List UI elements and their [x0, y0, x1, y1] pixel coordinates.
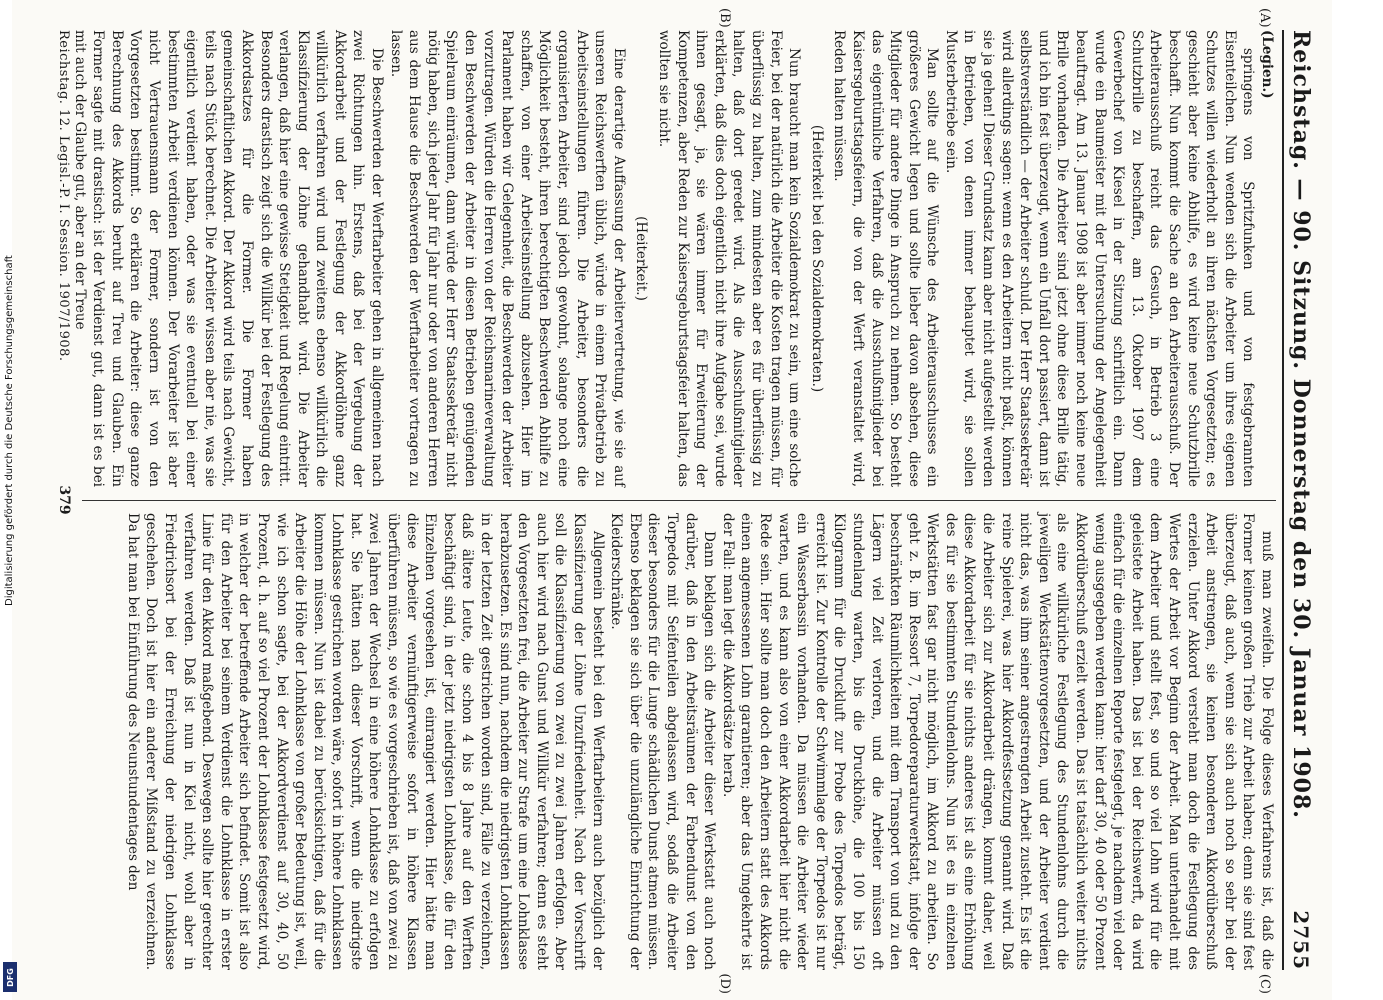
paragraph: Eine derartige Auffassung der Arbeitervertretung, wie sie auf unseren Reichswerften üblich, würde in einem Privatbetrieb zu Arbeitseinstellungen führen. Die Arbeiter, besonders die organisierten Arbeiter, sind jedoch gewohnt, solange noch eine Möglichkeit besteht, ihren berechtigten Beschwerden Abhilfe zu schaffen, von einer Arbeitseinstellung abzusehen. Hier im Parlament haben wir Gelegenheit, die Beschwerden der Arbeiter vorzutragen. Würden die Herren von der Reichsmarineverwaltung den Beschwerden der Arbeiter in diesen Betrieben genügenden Spielraum einräumen, dann würde der Herr Staatssekretär nicht nötig haben, sich jeder Jahr für Jahr nur oder von anderen Herren aus dem Hause die Beschwerden der Werftarbeiter vortragen zu lassen.: [387, 30, 627, 487]
newspaper-page: [12, 0, 1332, 1000]
dfg-logo-icon: [3, 962, 17, 992]
stage-direction: (Heiterkeit.): [633, 216, 650, 301]
margin-marker-c: (C): [1257, 973, 1272, 994]
column-divider: [82, 500, 1276, 501]
left-column: [71, 30, 1276, 487]
paragraph: Nun braucht man kein Sozialdemokrat zu sein, um eine solche Feier, bei der natürlich die Arbeiter die Kosten tragen müssen, für überflüssig zu halten, zum mindesten aber es für überflüssig zu halten, daß dort geredet wird. Als die Ausschußmitglieder erklärten, daß dies doch eigentlich nicht ihre Aufgabe sei, wurde ihnen gesagt, ja, sie wären immer für Erweiterung der Kompetenzen, aber Reden zur Kaisersgeburtstagsfeier halten, das wollten sie nicht.: [656, 30, 803, 487]
margin-marker-b: (B): [717, 8, 732, 28]
footer-publication: Reichstag. 12. Legisl.-P. I. Session. 1907/1908.: [56, 30, 71, 362]
right-column: [82, 513, 1276, 970]
margin-marker-a: (A): [1257, 8, 1272, 28]
paragraph: Dann beklagen sich die Arbeiter dieser Werkstatt auch noch darüber, daß in den Arbeitsräumen der Farbendunst von den Torpedos mit Seifenteilen abgelassen wird, sodaß die Arbeiter dieser besonders für die Lunge schädlichen Dunst atmen müssen. Ebenso beklagen sie sich über die unzulängliche Einrichtung der Kleiderschränke.: [608, 513, 718, 970]
footer-page-number: 379: [56, 485, 72, 515]
paragraph: Die Beschwerden der Werftarbeiter gehen in allgemeinen nach zwei Richtungen hin. Erstens, daß bei der Vergebung der Akkordarbeit und der Festlegung der Akkordlöhne ganz willkürlich verfahren wird und zweitens ebenso willkürlich die Klassifizierung der Löhne gehandhabt wird. Die Arbeiter verlangen, daß hier eine gewisse Stetigkeit und Regelung eintritt. Besonders drastisch zeigt sich die Willkür bei der Festlegung des Akkordsatzes für die Former. Die Former haben gemeinschaftlichen Akkord. Der Akkord wird teils nach Gewicht, teils nach Stück berechnet. Die Arbeiter wissen aber nie, was sie eigentlich verdient haben, oder was sie eventuell bei einer bestimmten Arbeit verdienen können. Der Vorarbeiter ist aber nicht Vertrauensmann der Former, sondern ist von den Vorgesetzten bestimmt. So erklären die Arbeiter: diese ganze Berechnung des Akkords beruht auf Treu und Glauben. Ein Former sagte mit drastisch: ist der Verdienst gut, dann ist es bei mit auch der Glaube gut, aber an der Treue: [71, 30, 386, 487]
speaker-name: (Legien.): [1259, 30, 1275, 99]
stage-direction: (Heiterkeit bei den Sozialdemokraten.): [808, 124, 825, 393]
paragraph: muß man zweifeln. Die Folge dieses Verfahrens ist, daß die Former keinen großen Trieb zur Arbeit haben; denn sie sind fest überzeugt, daß auch, wenn sie sich auch noch so sehr bei der Arbeit anstrengen, sie keinen besonderen Akkordüberschuß erzielen. Unter Akkord versteht man doch die Festlegung des Wertes der Arbeit vor Beginn der Arbeit. Man unterhandelt mit dem Arbeiter und stellt fest, so und so viel Lohn wird für die geleistete Arbeit haben. Das ist bei der Reichswerft, da wird einfach für die einzelnen Reporte festgelegt, je nachdem viel oder wenig ausgegeben werden kann: hier darf 30, 40 oder 50 Prozent Akkordüberschuß erzielt werden. Das ist tatsächlich weiter nichts als eine willkürliche Festlegung des Stundenlohns durch die jeweiligen Werkstättenvorgesetzten, und der Arbeiter verdient nicht das, was ihm seiner angestrengten Arbeit zusteht. Es ist die reine Spielerei, was hier Akkordfestsetzung genannt wird. Daß die Arbeiter sich zur Akkordarbeit drängen, kommt daher, weil diese Akkordarbeit für sie nichts anderes ist als eine Erhöhung des für sie bestimmten Stundenlohns. Nun ist es in einzelnen Werkstätten fast gar nicht möglich, im Akkord zu arbeiten. So geht z. B. im Ressort 7, Torpedoreparaturwerkstatt, infolge der beschränkten Räumlichkeiten mit dem Transport von und zu den Lägern viel Zeit verloren, und die Arbeiter müssen oft stundenlang warten, bis die Druckhöhe, die 100 bis 150 Kilogramm für die Druckluft zur Probe des Torpedos beträgt, erreicht ist. Zur Kontrolle der Schwimmlage der Torpedos ist nur ein Wasserbassin vorhanden. Da müssen die Arbeiter wieder warten, und es kann also von einer Akkordarbeit hier nicht die Rede sein. Hier sollte man doch den Arbeitern statt des Akkords einen angemessenen Lohn garantieren; aber das Umgekehrte ist der Fall: man legt die Akkordsätze herab.: [719, 513, 1275, 970]
page-number: 2755: [1289, 910, 1313, 970]
paragraph: Allgemein besteht bei den Werftarbeitern auch bezüglich der Klassifizierung der Löhne Unzufriedenheit. Nach der Vorschrift soll die Klassifizierung von zwei zu zwei Jahren erfolgen. Aber auch hier wird nach Gunst und Willkür verfahren; denn es steht den Vorgesetzten frei, die Arbeiter zur Strafe um eine Lohnklasse herabzusetzen. Es sind nun, nachdem die niedrigsten Lohnklassen in der letzten Zeit gestrichen worden sind, Fälle zu verzeichnen, daß ältere Leute, die schon 4 bis 8 Jahre auf den Werften beschäftigt sind, in der jetzt niedrigsten Lohnklasse, die für den Einzelnen vorgesehen ist, einrangiert werden. Hier hätte man diese Arbeiter vernünftigerweise sofort in höhere Klassen überführen müssen, so wie es vorgeschrieben ist, daß von zwei zu zwei Jahren der Wechsel in eine höhere Lohnklasse zu erfolgen hat. Sie hätten nach dieser Vorschrift, wenn die niedrigste Lohnklasse gestrichen worden wäre, sofort in höhere Lohnklassen kommen müssen. Nun ist dabei zu berücksichtigen, daß für die Arbeiter die Höhe der Lohnklasse von großer Bedeutung ist, weil, wie ich schon sagte, bei der Akkordverdienst auf 30, 40, 50 Prozent, d. h. auf so viel Prozent der Lohnklasse festgesetzt wird, in welcher der betreffende Arbeiter sich befindet. Somit ist also für den Arbeiter bei seinem Verdienst die Lohnklasse in erster Linie für den Akkord maßgebend. Deswegen sollte hier gerechter verfahren werden. Daß ist nun in Kiel nicht, wohl aber in Friedrichsort bei der Erreichung der niedrigen Lohnklasse geschehen. Doch ist hier ein anderer Mißstand zu verzeichnen. Da hat man bei Einführung des Neunstundentages den: [124, 513, 606, 970]
logo-text: DFG: [5, 967, 15, 987]
paragraph: springens von Spritzfunken und von festgebrannten Eisenteilchen. Nun wenden sich die Arbeiter um ihres eigenen Schutzes willen wiederholt an ihren nächsten Vorgesetzten; es geschieht aber keine Abhilfe, es wird keine neue Schutzbrille beschafft. Nun kommt die Sache an den Arbeiterausschuß. Der Arbeiterausschuß reicht das Gesuch, in Betrieb 3 eine Schutzbrille zu beschaffen, am 13. Oktober 1907 dem Gewerbechef von Kiesel in der Sitzung schriftlich ein. Dann wurde ein Baumeister mit der Untersuchung der Angelegenheit beauftragt. Am 13. Januar 1908 ist aber immer noch keine neue Brille vorhanden. Die Arbeiter sind jetzt ohne diese Brille tätig, und ich bin fest überzeugt, wenn ein Unfall dort passiert, dann ist selbstverständlich — der Arbeiter schuld. Der Herr Staatssekretär wird allerdings sagen: wenn es den Arbeitern nicht paßt, können sie ja gehen! Dieser Grundsatz kann aber nicht aufgestellt werden in Betrieben, von denen immer behauptet wird, sie sollen Musterbetriebe sein.: [942, 30, 1257, 487]
page-title: Reichstag. — 90. Sitzung. Donnerstag den 30. Januar 1908.: [1288, 30, 1314, 819]
digitization-credit: Digitalisierung gefördert durch die Deutsche Forschungsgemeinschaft: [4, 255, 15, 606]
margin-marker-d: (D): [717, 973, 732, 994]
page-header: [1282, 30, 1318, 970]
paragraph: Man sollte auf die Wünsche des Arbeiterausschusses ein größeres Gewicht legen und sollte lieber davon absehen, diese Mitglieder für andere Dinge in Anspruch zu nehmen. So besteht das eigentümliche Verfahren, daß die Ausschußmitglieder bei Kaisersgeburtstagsfeiern, die von der Werft veranstaltet wird, Reden halten müssen.: [831, 30, 941, 487]
